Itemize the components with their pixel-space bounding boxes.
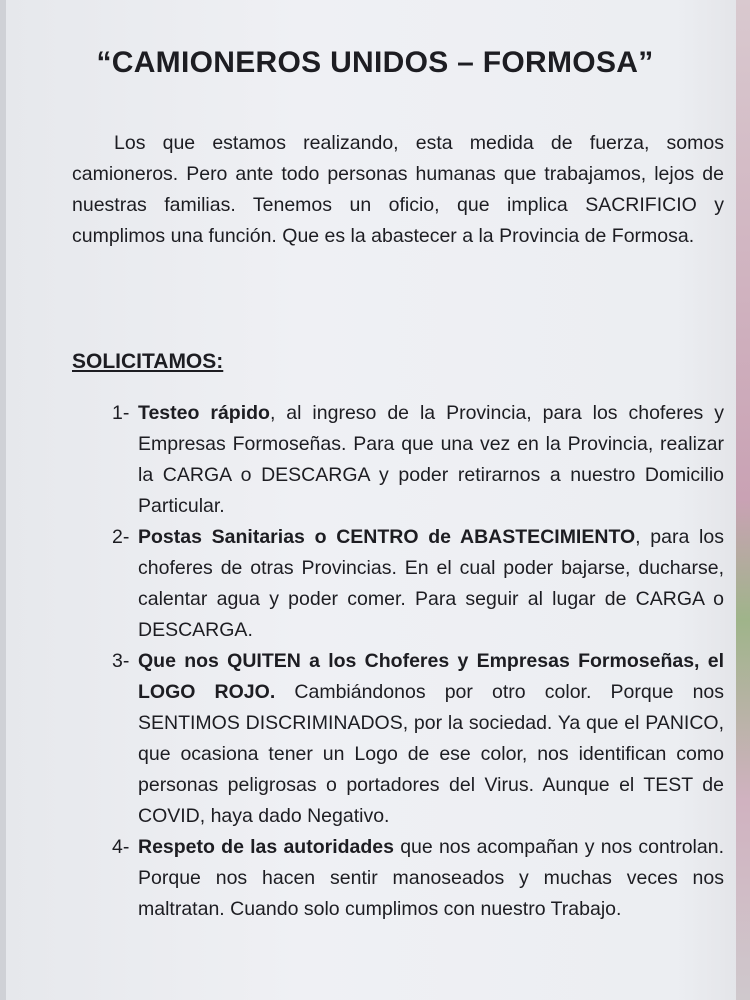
background-edge bbox=[736, 0, 750, 1000]
item-number: 2- bbox=[112, 526, 130, 548]
item-bold-lead: Que nos QUITEN a los Choferes y Empresas Formoseñas, el LOGO ROJO. bbox=[138, 650, 724, 703]
item-text: Cambiándonos por otro color. Porque nos SENTIMOS DISCRIMINADOS, por la sociedad. Ya que el PANICO, que ocasiona tener un Logo de ese color, nos identifican como personas peligrosas o portadores del Virus. Aunque el TEST de COVID, haya dado Negativo. bbox=[138, 681, 725, 827]
list-item bbox=[112, 522, 724, 646]
document-title: “CAMIONEROS UNIDOS – FORMOSA” bbox=[96, 46, 654, 79]
item-text: , al ingreso de la Provincia, para los choferes y Empresas Formoseñas. Para que una vez en la Provincia, realizar la CARGA o DESCARGA y poder retirarnos a nuestro Domicilio Particular. bbox=[138, 402, 724, 517]
list-item bbox=[112, 646, 724, 832]
page-shadow-left bbox=[0, 0, 6, 1000]
item-bold-lead: Postas Sanitarias o CENTRO de ABASTECIMIENTO bbox=[138, 526, 636, 548]
list-item bbox=[112, 832, 724, 925]
item-text: que nos acompañan y nos controlan. Porque nos hacen sentir manoseados y muchas veces nos maltratan. Cuando solo cumplimos con nuestro Trabajo. bbox=[138, 836, 725, 920]
item-number: 1- bbox=[112, 402, 130, 424]
requests-list bbox=[112, 398, 724, 925]
item-number: 4- bbox=[112, 836, 130, 858]
list-item bbox=[112, 398, 724, 522]
intro-paragraph: Los que estamos realizando, esta medida de fuerza, somos camioneros. Pero ante todo personas humanas que trabajamos, lejos de nuestras familias. Tenemos un oficio, que implica SACRIFICIO y cumplimos una función. Que es la abastecer a la Provincia de Formosa. bbox=[72, 132, 724, 247]
item-text: , para los choferes de otras Provincias. En el cual poder bajarse, ducharse, calentar agua y poder comer. Para seguir al lugar de CARGA o DESCARGA. bbox=[138, 526, 724, 641]
item-number: 3- bbox=[112, 650, 130, 672]
item-bold-lead: Respeto de las autoridades bbox=[138, 836, 394, 858]
section-heading: SOLICITAMOS: bbox=[72, 350, 224, 373]
item-bold-lead: Testeo rápido bbox=[138, 402, 270, 424]
